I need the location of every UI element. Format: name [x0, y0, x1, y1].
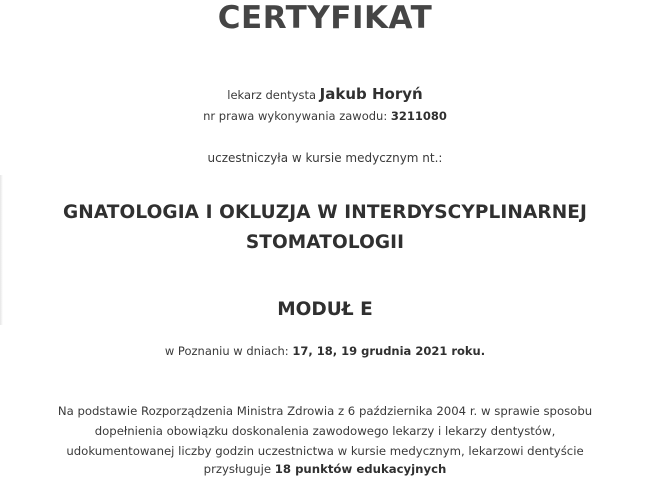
license-line	[0, 109, 650, 123]
education-points: 18 punktów edukacyjnych	[274, 462, 447, 476]
course-title-line-2: STOMATOLOGII	[245, 232, 405, 253]
course-dates: 17, 18, 19 grudnia 2021 roku.	[292, 344, 486, 358]
recipient-line	[0, 85, 650, 103]
participation-text: uczestniczyła w kursie medycznym nt.:	[207, 151, 443, 165]
license-number: 3211080	[390, 109, 447, 123]
legal-text-line-4	[0, 462, 650, 476]
legal-text-line-3: udokumentowanej liczby godzin uczestnictwa w kursie medycznym, lekarzowi dentyście	[66, 444, 584, 458]
points-prefix: przysługuje	[203, 462, 272, 476]
place-prefix: w Poznaniu w dniach:	[164, 344, 289, 358]
certificate-title: CERTYFIKAT	[217, 0, 433, 36]
module-label: MODUŁ E	[277, 299, 373, 320]
course-title-line-1: GNATOLOGIA I OKLUZJA W INTERDYSCYPLINARNEJ	[62, 202, 588, 223]
recipient-prefix: lekarz dentysta	[227, 88, 317, 102]
legal-text-line-1: Na podstawie Rozporządzenia Ministra Zdrowia z 6 października 2004 r. w sprawie sposobu	[57, 404, 593, 418]
legal-text-line-2: dopełnienia obowiązku doskonalenia zawodowego lekarzy i lekarzy dentystów,	[94, 424, 556, 438]
license-label: nr prawa wykonywania zawodu:	[203, 109, 388, 123]
recipient-name: Jakub Horyń	[319, 85, 423, 103]
place-date-line	[0, 344, 650, 358]
